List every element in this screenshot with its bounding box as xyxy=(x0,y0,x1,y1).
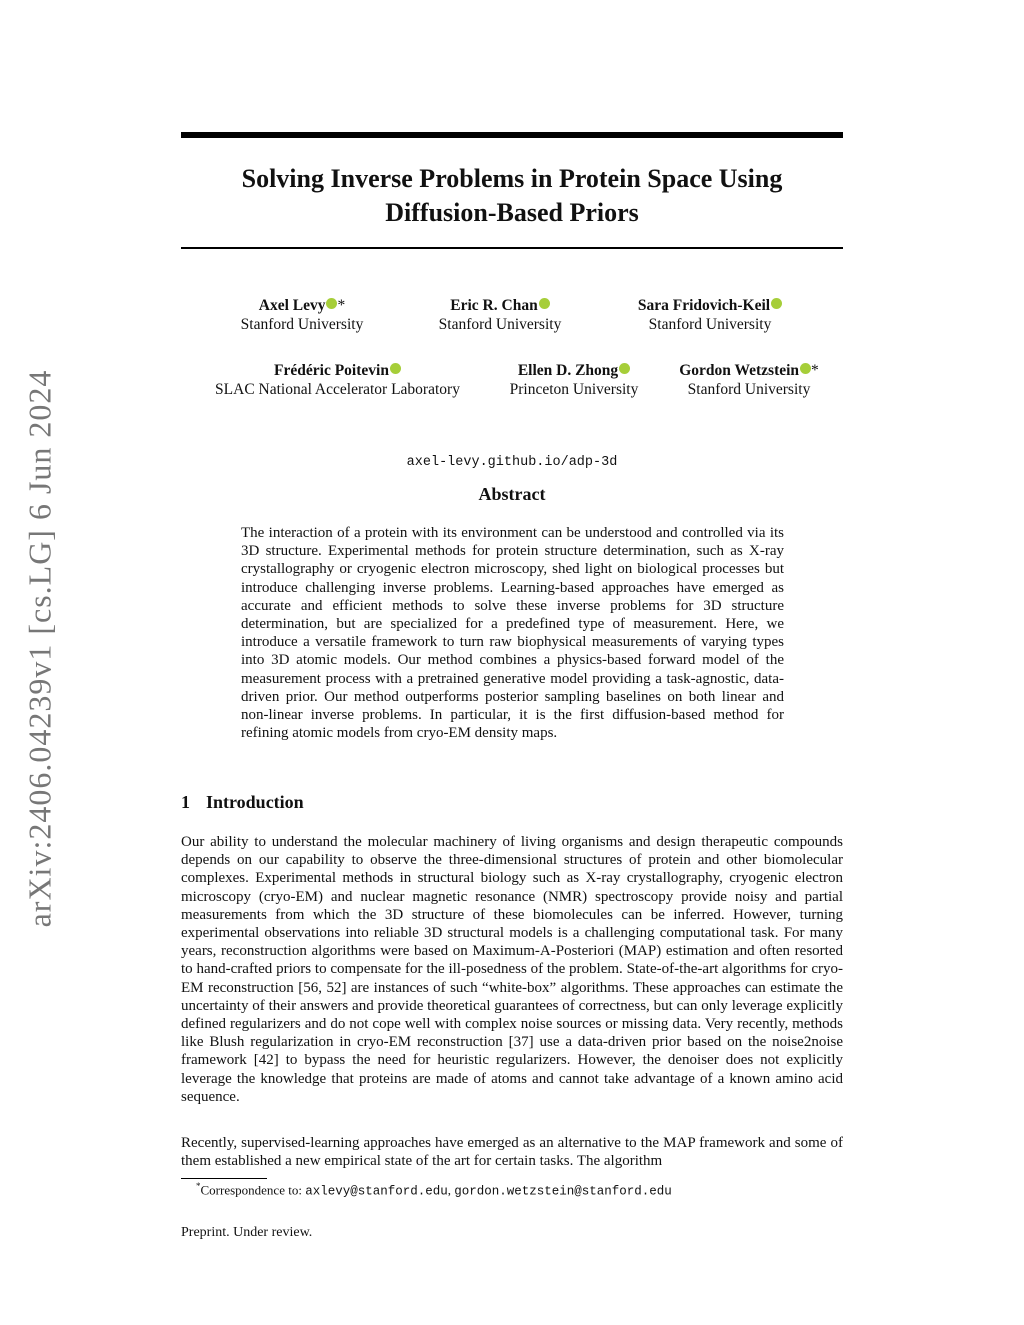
author-block-levy xyxy=(222,296,382,334)
author-mark: * xyxy=(337,297,346,314)
abstract-text: The interaction of a protein with its environment can be understood and controlled via its 3D structure. Experimental methods for protein structure determination, such as X-ray crystallography or cryogenic electron microscopy, shed light on biological processes but introduce challenging inverse problems. Learning-based approaches have emerged as accurate and efficient methods to solve these inverse problems for 3D structure determination, but are specialized for a predefined type of measurement. Here, we introduce a versatile framework to turn raw biophysical measurements of varying types into 3D atomic models. Our method combines a physics-based forward model of the measurement process with a pretrained generative model providing a task-agnostic, data-driven prior. Our method outperforms posterior sampling baselines on both linear and non-linear inverse problems. In particular, it is the first diffusion-based method for refining atomic models from cryo-EM density maps. xyxy=(241,525,784,742)
author-affiliation: Stanford University xyxy=(240,316,364,333)
arxiv-identifier-text: arXiv:2406.04239v1 [cs.LG] 6 Jun 2024 xyxy=(21,369,58,927)
author-name: Axel Levy xyxy=(258,297,326,314)
author-name: Ellen D. Zhong xyxy=(517,362,619,379)
footnote-label: Correspondence to: xyxy=(200,1182,306,1198)
footnote-rule xyxy=(181,1178,267,1179)
email-link-levy[interactable]: axlevy@stanford.edu xyxy=(305,1184,448,1199)
author-affiliation: SLAC National Accelerator Laboratory xyxy=(215,381,460,398)
paper-title xyxy=(181,162,843,230)
author-block-fridovich-keil xyxy=(620,296,800,334)
author-affiliation: Stanford University xyxy=(648,316,772,333)
intro-paragraph-2: Recently, supervised-learning approaches have emerged as an alternative to the MAP framework and some of them established a new empirical state of the art for certain tasks. The algorithm xyxy=(181,1135,843,1170)
title-line-2: Diffusion-Based Priors xyxy=(385,198,639,227)
author-block-wetzstein xyxy=(664,361,834,399)
orcid-icon[interactable] xyxy=(390,363,401,374)
author-block-zhong xyxy=(494,361,654,399)
author-block-poitevin xyxy=(200,361,475,399)
project-url-link[interactable]: axel-levy.github.io/adp-3d xyxy=(406,455,618,470)
footnote-separator: , xyxy=(447,1182,455,1198)
email-link-wetzstein[interactable]: gordon.wetzstein@stanford.edu xyxy=(454,1184,672,1199)
title-bottom-rule xyxy=(181,247,843,249)
author-block-chan xyxy=(420,296,580,334)
section-number: 1 xyxy=(181,792,190,812)
orcid-icon[interactable] xyxy=(326,298,337,309)
author-name: Sara Fridovich-Keil xyxy=(637,297,771,314)
title-top-rule xyxy=(181,132,843,138)
author-name: Gordon Wetzstein xyxy=(679,362,800,379)
orcid-icon[interactable] xyxy=(619,363,630,374)
correspondence-footnote xyxy=(196,1181,672,1198)
orcid-icon[interactable] xyxy=(800,363,811,374)
arxiv-sidebar-identifier xyxy=(10,363,70,933)
author-affiliation: Stanford University xyxy=(438,316,562,333)
footnote-mark: * xyxy=(196,1181,201,1191)
author-affiliation: Princeton University xyxy=(509,381,639,398)
author-name: Frédéric Poitevin xyxy=(274,362,389,379)
preprint-note: Preprint. Under review. xyxy=(181,1225,313,1240)
title-line-1: Solving Inverse Problems in Protein Space Using xyxy=(241,164,783,193)
section-heading-introduction xyxy=(181,792,304,813)
orcid-icon[interactable] xyxy=(539,298,550,309)
author-mark: * xyxy=(811,362,819,379)
section-title: Introduction xyxy=(206,792,304,812)
author-affiliation: Stanford University xyxy=(687,381,811,398)
intro-paragraph-1: Our ability to understand the molecular machinery of living organisms and design therapeutic compounds depends on our capability to observe the three-dimensional structures of protein and other biomolecular complexes. Experimental methods in structural biology such as X-ray crystallography, cryogenic electron microscopy (cryo-EM) and nuclear magnetic resonance (NMR) spectroscopy provide noisy and partial measurements from which the 3D structure of these biomolecules can be inferred. However, turning experimental observations into reliable 3D structural models is a challenging computational task. For many years, reconstruction algorithms were based on Maximum-A-Posteriori (MAP) estimation and often resorted to hand-crafted priors to compensate for the ill-posedness of the problem. State-of-the-art algorithms for cryo-EM reconstruction [56, 52] are instances of such “white-box” algorithms. These approaches can estimate the uncertainty of their answers and provide theoretical guarantees of correctness, but can only leverage explicitly defined regularizers and do not cope well with complex noise sources or missing data. Very recently, methods like Blush regularization in cryo-EM reconstruction [37] use a data-driven prior based on the noise2noise framework [42] to bypass the need for heuristic regularizers. However, the denoiser does not explicitly leverage the knowledge that proteins are made of atoms and cannot take advantage of a known amino acid sequence. xyxy=(181,834,843,1105)
abstract-heading: Abstract xyxy=(478,484,546,504)
author-name: Eric R. Chan xyxy=(450,297,538,314)
orcid-icon[interactable] xyxy=(771,298,782,309)
